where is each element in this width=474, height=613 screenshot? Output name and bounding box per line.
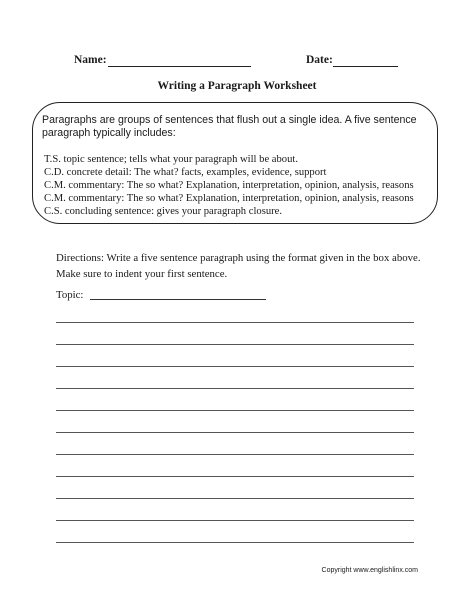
directions-text: Directions: Write a five sentence paragraph using the format given in the box above. Make sure to indent your first sentence. xyxy=(56,252,421,280)
writing-line[interactable] xyxy=(56,498,414,499)
writing-line[interactable] xyxy=(56,366,414,367)
copyright-text: Copyright www.englishlinx.com xyxy=(321,567,418,574)
date-field[interactable] xyxy=(333,66,398,67)
date-label: Date: xyxy=(306,54,333,66)
writing-line[interactable] xyxy=(56,542,414,543)
writing-line[interactable] xyxy=(56,322,414,323)
topic-label: Topic: xyxy=(56,289,84,301)
list-item-commentary-2: C.M. commentary: The so what? Explanation, interpretation, opinion, analysis, reasons xyxy=(44,193,414,204)
writing-line[interactable] xyxy=(56,454,414,455)
writing-line[interactable] xyxy=(56,388,414,389)
writing-line[interactable] xyxy=(56,344,414,345)
writing-line[interactable] xyxy=(56,476,414,477)
info-box-intro: Paragraphs are groups of sentences that flush out a single idea. A five sentence paragraph typically includes: xyxy=(42,114,417,139)
paragraph-parts-list xyxy=(44,153,434,218)
list-item-commentary-1: C.M. commentary: The so what? Explanation, interpretation, opinion, analysis, reasons xyxy=(44,180,414,191)
list-item-concluding-sentence: C.S. concluding sentence: gives your paragraph closure. xyxy=(44,206,282,217)
name-field[interactable] xyxy=(108,66,251,67)
writing-line[interactable] xyxy=(56,520,414,521)
writing-line[interactable] xyxy=(56,410,414,411)
worksheet-title: Writing a Paragraph Worksheet xyxy=(157,80,317,92)
name-label: Name: xyxy=(74,54,107,66)
writing-line[interactable] xyxy=(56,432,414,433)
header-row xyxy=(0,54,474,70)
list-item-topic-sentence: T.S. topic sentence; tells what your paragraph will be about. xyxy=(44,154,298,165)
topic-field[interactable] xyxy=(90,299,266,300)
list-item-concrete-detail: C.D. concrete detail: The what? facts, examples, evidence, support xyxy=(44,167,327,178)
